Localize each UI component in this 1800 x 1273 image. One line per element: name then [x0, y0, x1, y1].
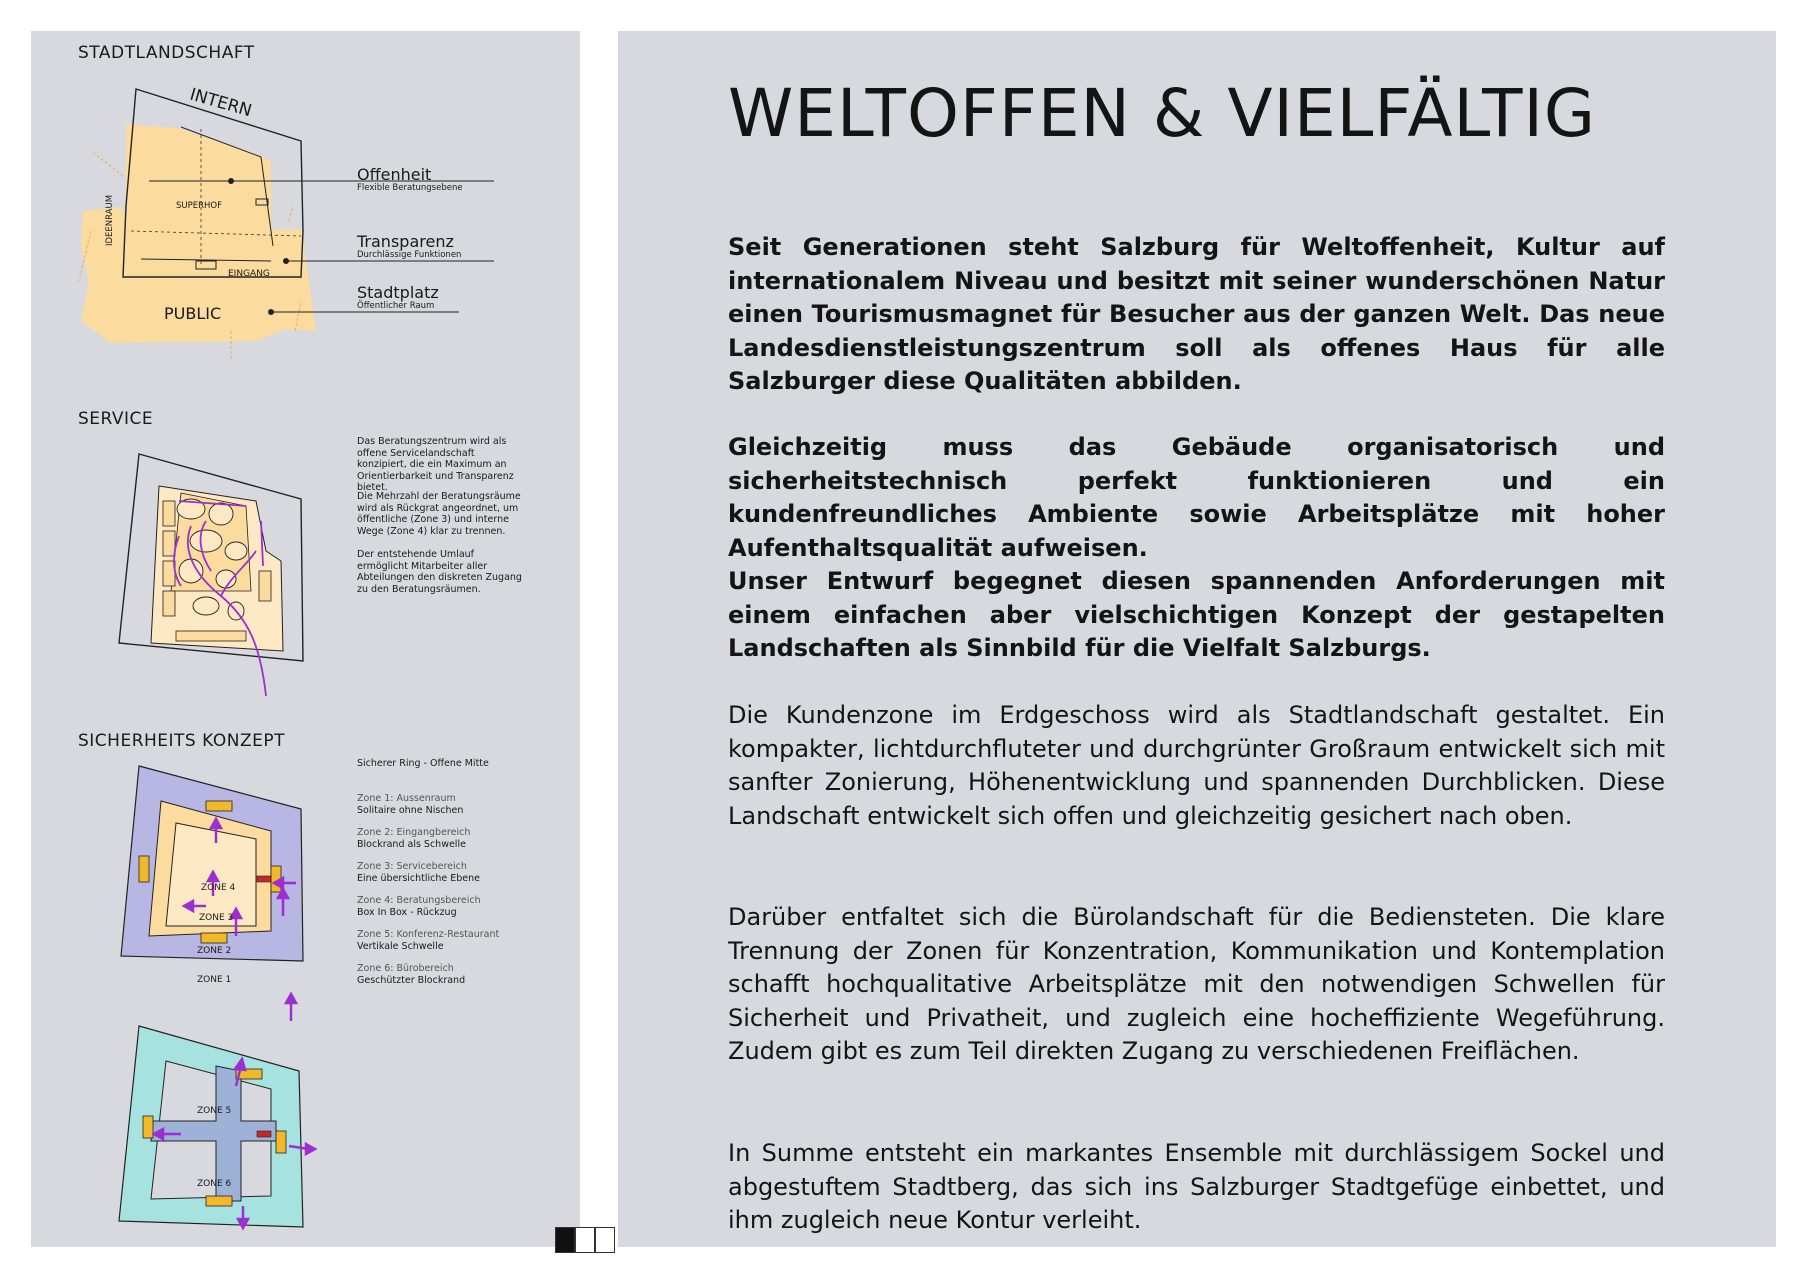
zone-item-desc: Vertikale Schwelle — [357, 941, 444, 952]
text-panel — [618, 31, 1776, 1247]
zone3-label: ZONE 3 — [199, 913, 234, 923]
intro-paragraph: Unser Entwurf begegnet diesen spannenden Anforderungen mit einem einfachen aber vielschichtigen Konzept der gestapelten Landschaften als Sinnbild für die Vielfalt Salzburgs. — [728, 567, 1665, 662]
security-intro: Sicherer Ring - Offene Mitte — [357, 758, 489, 769]
service-note-2: Die Mehrzahl der Beratungsräume wird als Rückgrat angeordnet, um öffentliche (Zone 3) und interne Wege (Zone 4) klar zu trennen. — [357, 491, 521, 537]
zone-item — [357, 793, 463, 817]
page-marker — [595, 1227, 615, 1253]
zone-item-title: Zone 2: Eingangbereich — [357, 827, 471, 838]
zone5-label: ZONE 5 — [197, 1106, 232, 1116]
intro-paragraph: Seit Generationen steht Salzburg für Weltoffenheit, Kultur auf internationalem Niveau und besitzt mit seiner wunderschönen Natur einen Tourismusmagnet für Besucher aus der ganzen Welt. Das neue Landesdienstleistungszentrum soll als offenes Haus für alle Salzburger diese Qualitäten abbilden. — [728, 233, 1665, 395]
callout-stadtplatz-sub: Öffentlicher Raum — [357, 301, 435, 311]
callout-transparenz-sub: Durchlässige Funktionen — [357, 250, 462, 260]
zone-item-desc: Solitaire ohne Nischen — [357, 805, 464, 816]
section-title-stadtlandschaft: STADTLANDSCHAFT — [78, 43, 255, 63]
security-diagram — [31, 761, 351, 1231]
zone-item-desc: Blockrand als Schwelle — [357, 839, 466, 850]
zone-item-title: Zone 6: Bürobereich — [357, 963, 454, 974]
zone-item — [357, 963, 465, 987]
body-paragraph: Darüber entfaltet sich die Bürolandschaft für die Bediensteten. Die klare Trennung der Zonen für Konzentration, Kommunikation und Kontemplation schafft hochqualitative Arbeitsplätze mit den notwendigen Schwellen für Sicherheit und Privatheit, und zugleich eine hocheffiziente Wegeführung. Zudem gibt es zum Teil direkten Zugang zu verschiedenen Freiflächen. — [728, 903, 1665, 1065]
body-paragraph: Die Kundenzone im Erdgeschoss wird als Stadtlandschaft gestaltet. Ein kompakter, lichtdurchfluteter und durchgrünter Großraum entwickelt sich mit sanfter Zonierung, Höhenentwicklung und spannenden Durchblicken. Diese Landschaft entwickelt sich offen und gleichzeitig gesichert nach oben. — [728, 701, 1665, 830]
label-superhof: SUPERHOF — [176, 201, 222, 211]
callout-offenheit-sub: Flexible Beratungsebene — [357, 183, 463, 193]
page-indicator — [555, 1227, 615, 1253]
body-paragraph: In Summe entsteht ein markantes Ensemble mit durchlässigem Sockel und abgestuftem Stadtberg, das sich ins Salzburger Stadtgefüge einbettet, und ihm zugleich neue Kontur verleiht. — [728, 1139, 1665, 1234]
zone-item — [357, 827, 470, 851]
service-note-1: Das Beratungszentrum wird als offene Servicelandschaft konzipiert, die ein Maximum an Orientierbarkeit und Transparenz bietet. — [357, 436, 514, 493]
callout-offenheit-title: Offenheit — [357, 165, 432, 184]
callout-transparenz-title: Transparenz — [357, 232, 454, 251]
zone2-label: ZONE 2 — [197, 946, 232, 956]
zone-item-title: Zone 1: Aussenraum — [357, 793, 456, 804]
zone-item-title: Zone 5: Konferenz-Restaurant — [357, 929, 500, 940]
zone-item — [357, 861, 480, 885]
zone-item-desc: Box In Box - Rückzug — [357, 907, 457, 918]
zone6-label: ZONE 6 — [197, 1179, 232, 1189]
zone-item-title: Zone 4: Beratungsbereich — [357, 895, 481, 906]
zone-item-desc: Geschützter Blockrand — [357, 975, 466, 986]
service-diagram — [31, 441, 351, 711]
label-public: PUBLIC — [164, 304, 222, 323]
label-eingang: EINGANG — [228, 269, 270, 279]
label-ideenraum: IDEENRAUM — [105, 194, 115, 246]
zone-item-title: Zone 3: Servicebereich — [357, 861, 467, 872]
zone-item-desc: Eine übersichtliche Ebene — [357, 873, 481, 884]
zone-item — [357, 895, 481, 919]
section-title-service: SERVICE — [78, 409, 154, 429]
zone4-label: ZONE 4 — [201, 883, 236, 893]
intro-paragraph: Gleichzeitig muss das Gebäude organisatorisch und sicherheitstechnisch perfekt funktionieren und ein kundenfreundliches Ambiente sowie Arbeitsplätze mit hoher Aufenthaltsqualität aufweisen. — [728, 433, 1665, 562]
section-title-sicherheit: SICHERHEITS KONZEPT — [78, 731, 285, 751]
diagram-panel — [31, 31, 580, 1247]
zone-item — [357, 929, 499, 953]
callout-stadtplatz-title: Stadtplatz — [357, 283, 439, 302]
page-marker-active — [555, 1227, 575, 1253]
page-marker — [575, 1227, 595, 1253]
label-intern: INTERN — [187, 84, 254, 122]
page-headline: WELTOFFEN & VIELFÄLTIG — [728, 75, 1597, 152]
zone1-label: ZONE 1 — [197, 975, 232, 985]
service-note-3: Der entstehende Umlauf ermöglicht Mitarbeiter aller Abteilungen den diskreten Zugang zu den Beratungsräumen. — [357, 549, 522, 595]
